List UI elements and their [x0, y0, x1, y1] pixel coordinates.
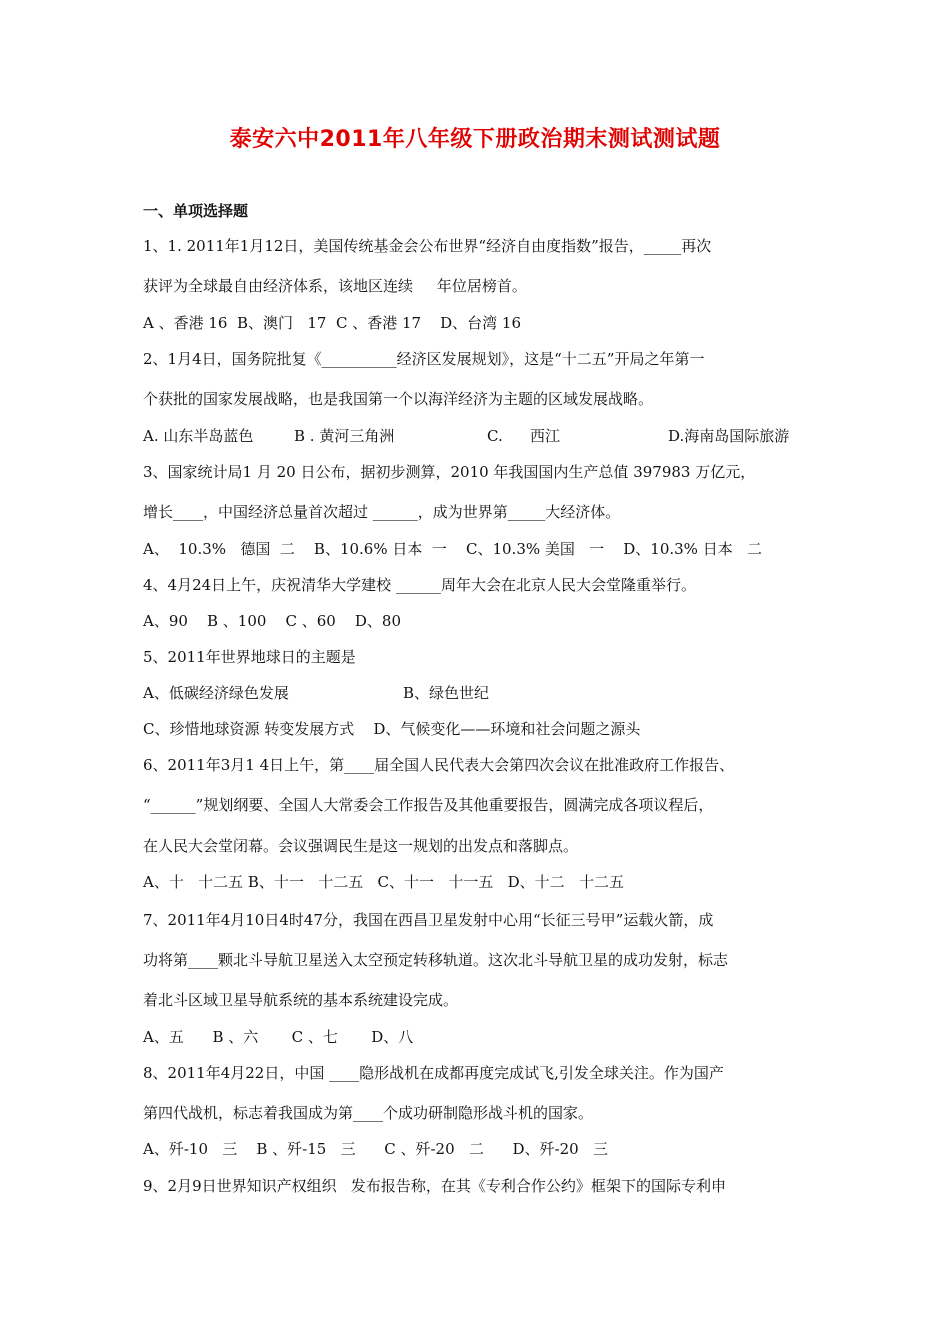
question-6-line-1: 6、2011年3月1 4日上午，第____届全国人民代表大会第四次会议在批准政府工作报告、 [143, 756, 735, 774]
question-8-line-2: 第四代战机，标志着我国成为第____个成功研制隐形战斗机的国家。 [143, 1104, 594, 1122]
question-3-line-1: 3、国家统计局1 月 20 日公布，据初步测算，2010 年我国国内生产总值 397983 万亿元， [143, 463, 756, 481]
question-8-options: A、歼-10 三 B 、歼-15 三 C 、歼-20 二 D、歼-20 三 [143, 1140, 609, 1158]
question-1-line-1: 1、1. 2011年1月12日，美国传统基金会公布世界“经济自由度指数”报告，_____再次 [143, 237, 712, 255]
question-6-line-3: 在人民大会堂闭幕。会议强调民生是这一规划的出发点和落脚点。 [143, 837, 579, 855]
question-5-line-1: 5、2011年世界地球日的主题是 [143, 648, 356, 666]
question-4-options: A、90 B 、100 C 、60 D、80 [143, 612, 402, 630]
question-3-options: A、 10.3% 德国 二 B、10.6% 日本 一 C、10.3% 美国 一 D、10.3% 日本 二 [143, 540, 763, 558]
question-2-option-b: B . 黄河三角洲 [294, 427, 395, 445]
question-9-line-1: 9、2月9日世界知识产权组织 发布报告称，在其《专利合作公约》框架下的国际专利申 [143, 1177, 726, 1195]
question-7-line-3: 着北斗区域卫星导航系统的基本系统建设完成。 [143, 991, 459, 1009]
question-2-option-c-text: 西江 [530, 427, 561, 445]
question-2-option-a: A. 山东半岛蓝色 [143, 427, 254, 445]
page-title: 泰安六中2011年八年级下册政治期末测试测试题 [229, 127, 721, 152]
question-1-line-2: 获评为全球最自由经济体系，该地区连续 年位居榜首。 [143, 277, 527, 295]
question-5-option-a: A、低碳经济绿色发展 [143, 684, 289, 702]
question-2-line-2: 个获批的国家发展战略，也是我国第一个以海洋经济为主题的区域发展战略。 [143, 390, 654, 408]
question-2-option-c: C. [487, 427, 503, 445]
question-8-line-1: 8、2011年4月22日，中国 ____隐形战机在成都再度完成试飞,引发全球关注。作为国产 [143, 1064, 724, 1082]
question-7-line-1: 7、2011年4月10日4时47分，我国在西昌卫星发射中心用“长征三号甲”运载火箭，成 [143, 911, 714, 929]
question-4-line-1: 4、4月24日上午，庆祝清华大学建校 ______周年大会在北京人民大会堂隆重举行。 [143, 576, 696, 594]
question-3-line-2: 增长____，中国经济总量首次超过 ______，成为世界第_____大经济体。 [143, 503, 621, 521]
question-7-options: A、五 B 、六 C 、七 D、八 [143, 1028, 414, 1046]
question-6-options: A、十 十二五 B、十一 十二五 C、十一 十一五 D、十二 十二五 [143, 873, 624, 891]
question-2-option-d: D.海南岛国际旅游 [668, 427, 790, 445]
question-5-option-b: B、绿色世纪 [403, 684, 490, 702]
question-7-line-2: 功将第____颗北斗导航卫星送入太空预定转移轨道。这次北斗导航卫星的成功发射，标志 [143, 951, 729, 969]
section-heading: 一、单项选择题 [143, 202, 249, 220]
question-1-options: A 、香港 16 B、澳门 17 C 、香港 17 D、台湾 16 [143, 314, 521, 332]
question-6-line-2: “______”规划纲要、全国人大常委会工作报告及其他重要报告，圆满完成各项议程后， [143, 796, 714, 814]
question-2-line-1: 2、1月4日，国务院批复《__________经济区发展规划》，这是“十二五”开局之年第一 [143, 350, 705, 368]
question-5-options-cd: C、珍惜地球资源 转变发展方式 D、气候变化——环境和社会问题之源头 [143, 720, 641, 738]
